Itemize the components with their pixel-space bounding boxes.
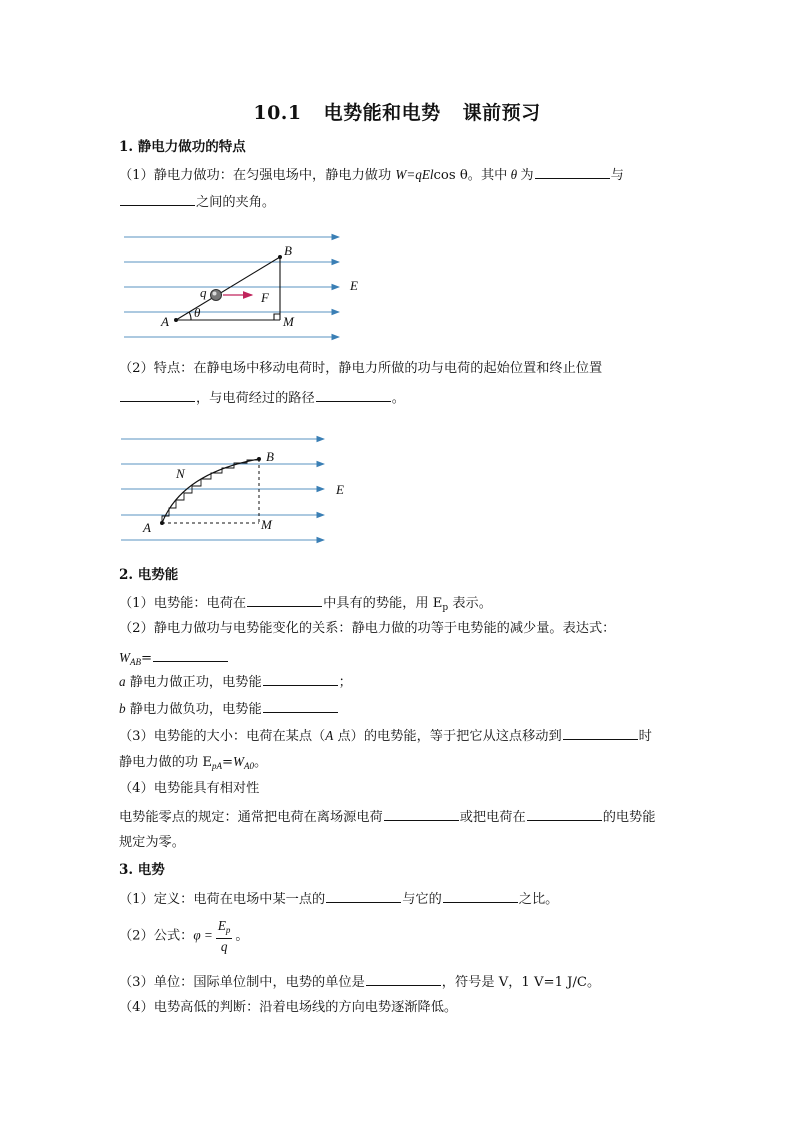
- svg-text:B: B: [266, 449, 274, 464]
- answer-blank[interactable]: [527, 807, 602, 821]
- answer-blank[interactable]: [120, 192, 195, 206]
- answer-blank[interactable]: [263, 699, 338, 713]
- triangle: [176, 257, 280, 320]
- figure-path-independence: [119, 428, 359, 550]
- svg-text:N: N: [176, 466, 185, 481]
- s2-l9: 电势能零点的规定：通常把电荷在离场源电荷 或把电荷在 的电势能: [119, 807, 655, 827]
- section-1-heading: 1. 静电力做功的特点: [119, 139, 246, 155]
- figure-uniform-field-triangle: [119, 225, 379, 350]
- answer-blank[interactable]: [366, 972, 441, 986]
- page-title: 10.1 电势能和电势 课前预习: [253, 102, 541, 124]
- svg-text:θ: θ: [194, 305, 201, 320]
- s1-p1-line1: （1）静电力做功：在匀强电场中，静电力做功 W=qElcos θ。其中 θ 为 与: [119, 167, 624, 183]
- answer-blank[interactable]: [263, 672, 338, 686]
- svg-text:A: A: [161, 314, 169, 329]
- svg-text:q: q: [200, 285, 207, 300]
- s2-l2: （2）静电力做功与电势能变化的关系：静电力做的功等于电势能的减少量。表达式：: [119, 621, 616, 636]
- answer-blank[interactable]: [384, 807, 459, 821]
- svg-text:M: M: [261, 517, 272, 532]
- fraction-ep-over-q: $\frac{E_p}{q}$: [217, 918, 231, 954]
- s1-p1-line2: 之间的夹角。: [119, 192, 275, 212]
- svg-text:M: M: [283, 314, 294, 329]
- s2-l6: （3）电势能的大小：电荷在某点（A 点）的电势能，等于把它从这点移动到 时: [119, 728, 652, 744]
- answer-blank[interactable]: [120, 388, 195, 402]
- s1-p2-line2: ，与电荷经过的路径 。: [119, 388, 405, 408]
- s3-l2-formula: （2）公式：φ = $\frac{E_p}{q}$ 。: [119, 918, 249, 954]
- s2-l7: 静电力做的功 $E_{pA}=W_{A0}$。: [119, 754, 268, 771]
- s1-p2-line1: （2）特点：在静电场中移动电荷时，静电力所做的功与电荷的起始位置和终止位置: [119, 361, 603, 376]
- answer-blank[interactable]: [326, 889, 401, 903]
- s2-l10: 规定为零。: [119, 835, 185, 850]
- svg-text:F: F: [261, 290, 269, 305]
- svg-text:E: E: [350, 278, 358, 293]
- svg-text:E: E: [336, 482, 344, 497]
- answer-blank[interactable]: [316, 388, 391, 402]
- s2-l3: $W_{AB}=$: [119, 648, 229, 671]
- s3-l4: （4）电势高低的判断：沿着电场线的方向电势逐渐降低。: [119, 1000, 458, 1015]
- answer-blank[interactable]: [153, 648, 228, 662]
- charge-dot: [211, 290, 222, 301]
- s3-l3: （3）单位：国际单位制中，电势的单位是 ，符号是 V，1 V=1 J/C。: [119, 972, 600, 992]
- s3-l1: （1）定义：电荷在电场中某一点的 与它的 之比。: [119, 889, 558, 909]
- answer-blank[interactable]: [535, 165, 610, 179]
- s2-l8: （4）电势能具有相对性: [119, 781, 260, 796]
- s2-l5: b 静电力做负功，电势能: [119, 699, 339, 719]
- answer-blank[interactable]: [443, 889, 518, 903]
- svg-text:B: B: [284, 243, 292, 258]
- answer-blank[interactable]: [563, 726, 638, 740]
- answer-blank[interactable]: [247, 593, 322, 607]
- s2-l4: a 静电力做正功，电势能 ；: [119, 674, 352, 690]
- section-2-heading: 2. 电势能: [119, 567, 179, 583]
- section-3-heading: 3. 电势: [119, 862, 165, 878]
- svg-text:A: A: [143, 520, 151, 535]
- s2-l1: （1）电势能：电荷在 中具有的势能，用 $E_p$ 表示。: [119, 593, 492, 617]
